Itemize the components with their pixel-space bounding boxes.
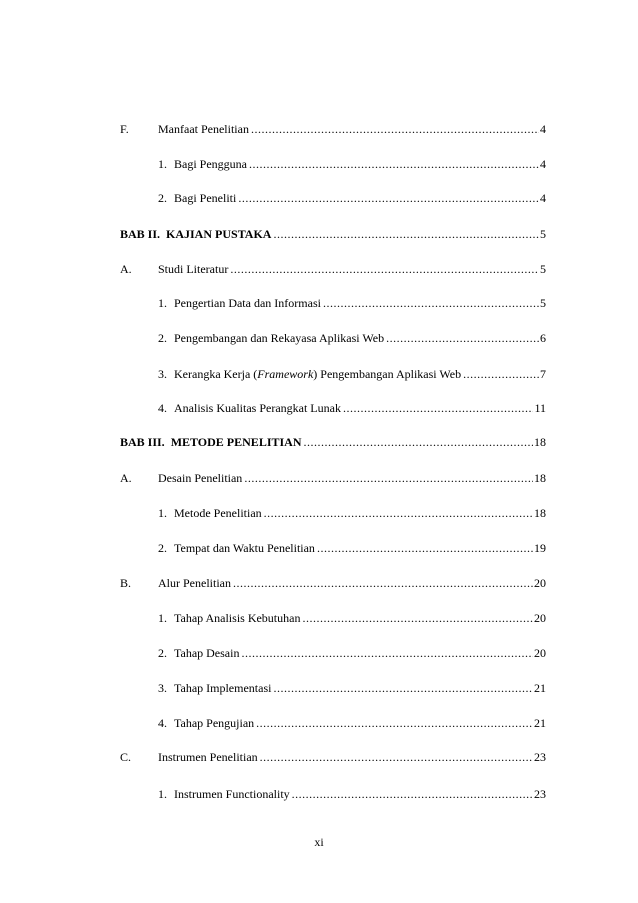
toc-title: Studi Literatur <box>158 262 229 276</box>
toc-entry <box>158 400 546 416</box>
toc-page-number: 23 <box>534 787 546 801</box>
toc-marker: 1. <box>158 506 167 520</box>
toc-page-number: 7 <box>540 367 546 381</box>
toc-marker: 3. <box>158 681 167 695</box>
toc-page-number: 5 <box>540 262 546 276</box>
toc-title <box>174 366 461 382</box>
toc-entry <box>120 575 546 591</box>
toc-page-number: 18 <box>534 506 546 520</box>
toc-leader <box>241 645 533 661</box>
toc-page-number: 4 <box>540 122 546 136</box>
toc-entry <box>158 680 546 696</box>
toc-title: Analisis Kualitas Perangkat Lunak <box>174 401 341 415</box>
toc-entry <box>120 749 546 765</box>
toc-title-part: Kerangka Kerja ( <box>174 367 258 381</box>
toc-marker: 1. <box>158 787 167 801</box>
toc-marker: 2. <box>158 541 167 555</box>
toc-page-number: 21 <box>534 681 546 695</box>
toc-leader <box>251 121 539 137</box>
toc-page-number: 4 <box>540 157 546 171</box>
toc-page-number: 21 <box>534 716 546 730</box>
toc-title: Bagi Peneliti <box>174 191 237 205</box>
toc-leader <box>244 470 533 486</box>
toc-title: Manfaat Penelitian <box>158 122 249 136</box>
toc-leader <box>323 295 539 311</box>
toc-leader <box>260 749 533 765</box>
toc-entry <box>120 121 546 137</box>
toc-leader <box>273 680 533 696</box>
toc-marker: 1. <box>158 296 167 310</box>
toc-chapter-title: METODE PENELITIAN <box>170 435 302 449</box>
toc-page-number: 18 <box>534 435 546 449</box>
toc-page-number: 20 <box>534 611 546 625</box>
toc-page-number: 20 <box>534 576 546 590</box>
toc-entry <box>158 786 546 802</box>
toc-leader <box>386 330 539 346</box>
toc-entry <box>158 295 546 311</box>
toc-title: Pengertian Data dan Informasi <box>174 296 321 310</box>
toc-leader <box>292 786 533 802</box>
toc-title: Instrumen Functionality <box>174 787 290 801</box>
toc-marker: 2. <box>158 331 167 345</box>
toc-title: Instrumen Penelitian <box>158 750 258 764</box>
toc-page-number: 5 <box>540 296 546 310</box>
toc-chapter-marker: BAB III. <box>120 435 165 449</box>
toc-page-number: 23 <box>534 750 546 764</box>
toc-marker: 3. <box>158 367 167 381</box>
toc-marker: A. <box>120 471 132 485</box>
toc-entry <box>158 190 546 206</box>
toc-title: Tahap Pengujian <box>174 716 255 730</box>
toc-leader <box>238 190 539 206</box>
toc-entry <box>158 715 546 731</box>
toc-chapter-entry <box>120 226 546 242</box>
toc-title: Tahap Implementasi <box>174 681 272 695</box>
toc-leader <box>233 575 533 591</box>
toc-chapter-marker: BAB II. <box>120 227 161 241</box>
toc-title-part: ) Pengembangan Aplikasi Web <box>313 367 462 381</box>
toc-title: Bagi Pengguna <box>174 157 247 171</box>
toc-marker: C. <box>120 750 132 764</box>
toc-entry <box>158 330 546 346</box>
toc-leader <box>230 261 539 277</box>
toc-marker: 4. <box>158 401 167 415</box>
toc-marker: A. <box>120 262 132 276</box>
toc-leader <box>249 156 539 172</box>
toc-marker: F. <box>120 122 129 136</box>
toc-chapter-title: KAJIAN PUSTAKA <box>166 227 272 241</box>
toc-page-number: 11 <box>534 401 546 415</box>
toc-page-number: 19 <box>534 541 546 555</box>
toc-leader <box>256 715 533 731</box>
toc-leader <box>463 366 539 382</box>
toc-entry <box>120 470 546 486</box>
toc-page-number: 18 <box>534 471 546 485</box>
toc-title: Pengembangan dan Rekayasa Aplikasi Web <box>174 331 385 345</box>
toc-entry <box>120 261 546 277</box>
toc-page-number: 4 <box>540 191 546 205</box>
toc-title: Tempat dan Waktu Penelitian <box>174 541 315 555</box>
toc-marker: 4. <box>158 716 167 730</box>
toc-entry <box>158 366 546 382</box>
toc-chapter-entry <box>120 434 546 450</box>
toc-marker: 2. <box>158 646 167 660</box>
toc-marker: 2. <box>158 191 167 205</box>
toc-title: Metode Penelitian <box>174 506 262 520</box>
toc-leader <box>302 610 533 626</box>
toc-page-number: 20 <box>534 646 546 660</box>
toc-entry <box>158 540 546 556</box>
toc-page-number: 5 <box>540 227 546 241</box>
toc-title: Alur Penelitian <box>158 576 231 590</box>
toc-leader <box>317 540 533 556</box>
toc-title: Desain Penelitian <box>158 471 243 485</box>
toc-leader <box>264 505 533 521</box>
toc-entry <box>158 505 546 521</box>
toc-marker: B. <box>120 576 132 590</box>
toc-entry <box>158 610 546 626</box>
toc-title: Tahap Analisis Kebutuhan <box>174 611 301 625</box>
toc-leader <box>304 434 534 450</box>
toc-entry <box>158 156 546 172</box>
toc-page-number: 6 <box>540 331 546 345</box>
toc-leader <box>343 400 533 416</box>
toc-title: Tahap Desain <box>174 646 240 660</box>
toc-marker: 1. <box>158 611 167 625</box>
page-number: xi <box>314 835 324 849</box>
toc-entry <box>158 645 546 661</box>
toc-title-italic: Framework <box>257 367 314 381</box>
toc-leader <box>273 226 539 242</box>
toc-marker: 1. <box>158 157 167 171</box>
